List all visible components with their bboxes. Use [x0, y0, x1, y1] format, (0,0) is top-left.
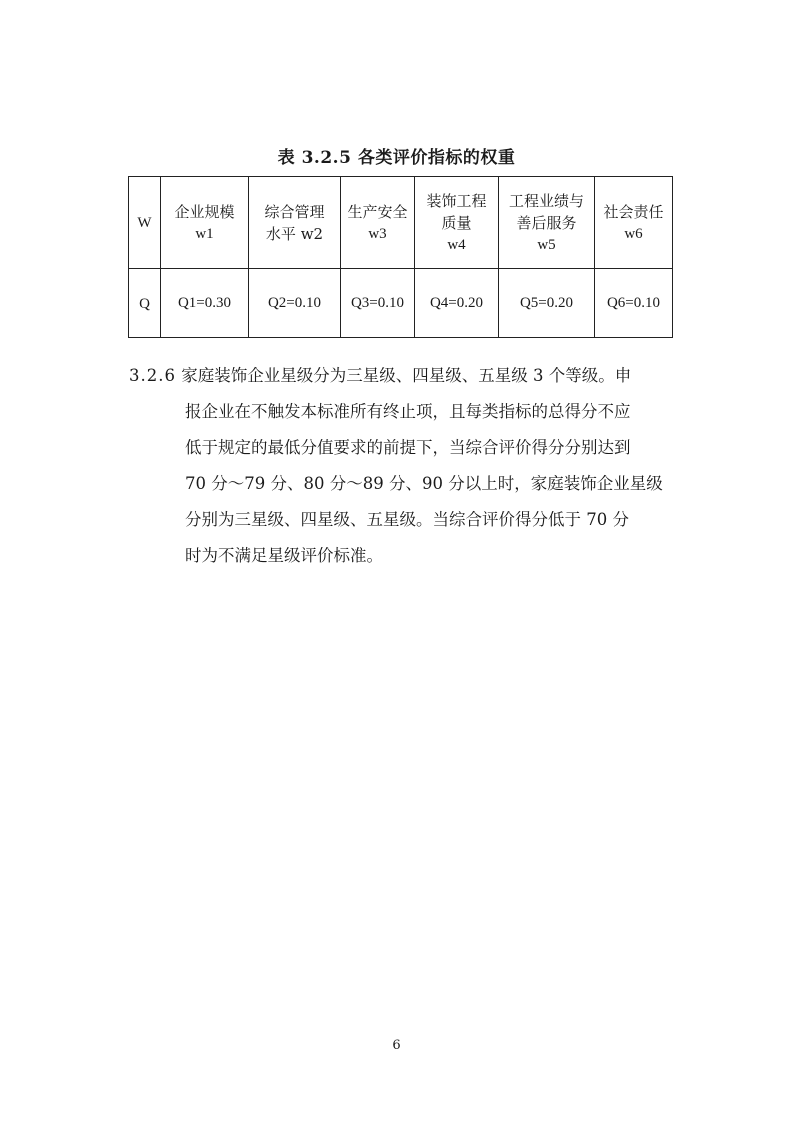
clause-line: 分别为三星级、四星级、五星级。当综合评价得分低于 70 分 — [185, 510, 629, 529]
value-cell-q3: Q3=0.10 — [341, 269, 415, 338]
row-label-q: Q — [129, 269, 161, 338]
table-row-weights — [129, 177, 673, 269]
value-cell-q4: Q4=0.20 — [415, 269, 499, 338]
header-cell-w4: 装饰工程 质量 w4 — [415, 177, 499, 269]
value-cell-q5: Q5=0.20 — [499, 269, 595, 338]
value-cell-q1: Q1=0.30 — [161, 269, 249, 338]
clause-line — [129, 358, 689, 394]
clause-line: 报企业在不触发本标准所有终止项，且每类指标的总得分不应 — [185, 402, 631, 421]
clause-line: 70 分～79 分、80 分～89 分、90 分以上时，家庭装饰企业星级 — [185, 474, 663, 493]
page-number: 6 — [392, 1038, 401, 1053]
table-caption: 表 3.2.5 各类评价指标的权重 — [277, 148, 516, 168]
header-cell-w1: 企业规模 w1 — [161, 177, 249, 269]
row-label-w: W — [129, 177, 161, 269]
clause-number: 3.2.6 — [129, 366, 176, 385]
value-cell-q6: Q6=0.10 — [595, 269, 673, 338]
header-cell-w3: 生产安全 w3 — [341, 177, 415, 269]
table-row-values — [129, 269, 673, 338]
clause-line: 低于规定的最低分值要求的前提下，当综合评价得分分别达到 — [185, 438, 631, 457]
header-cell-w5: 工程业绩与 善后服务 w5 — [499, 177, 595, 269]
header-cell-w6: 社会责任 w6 — [595, 177, 673, 269]
header-cell-w2: 综合管理 水平 w2 — [249, 177, 341, 269]
weights-table — [128, 176, 673, 338]
clause-3-2-6 — [129, 358, 689, 574]
clause-text: 家庭装饰企业星级分为三星级、四星级、五星级 3 个等级。申 — [181, 366, 632, 385]
clause-line: 时为不满足星级评价标准。 — [185, 546, 383, 565]
value-cell-q2: Q2=0.10 — [249, 269, 341, 338]
